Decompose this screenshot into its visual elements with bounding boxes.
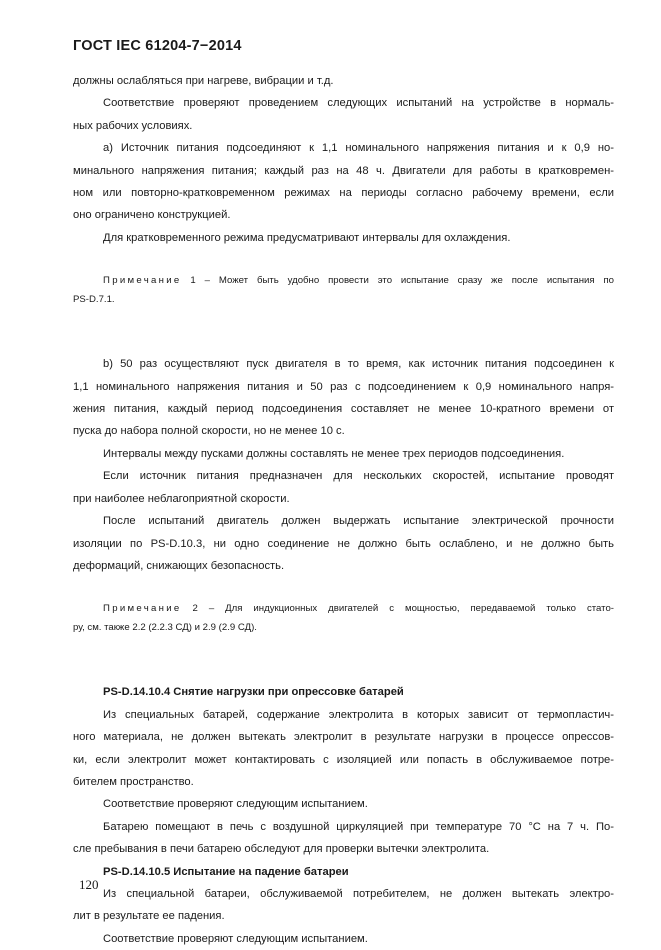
text-line — [73, 443, 614, 465]
line-text: ру, см. также 2.2 (2.2.3 СД) и 2.9 (2.9 СД). — [73, 622, 257, 634]
line-text: ном или повторно-кратковременном режимах на периоды согласно рабочему времени, если — [73, 187, 614, 200]
line-text: Из специальной батареи, обслуживаемой потребителем, не должен вытекать электро- — [103, 887, 614, 900]
note-label: Примечание — [103, 603, 182, 615]
line-text: ных рабочих условиях. — [73, 119, 193, 132]
note-label: Примечание — [103, 275, 182, 287]
text-line — [73, 398, 614, 420]
text-line — [73, 488, 614, 510]
text-line — [73, 771, 614, 793]
line-text: b) 50 раз осуществляют пуск двигателя в то время, как источник питания подсоединен к — [103, 358, 614, 371]
text-line — [73, 533, 614, 555]
section-heading — [73, 681, 614, 703]
text-line — [73, 420, 614, 442]
line-text: 1,1 номинального напряжения питания и 50 раз с подсоединением к 0,9 номинального напря- — [73, 380, 614, 393]
line-text: a) Источник питания подсоединяют к 1,1 номинального напряжения питания и к 0,9 но- — [103, 142, 614, 155]
paragraph-gap — [73, 331, 614, 353]
text-line — [73, 905, 614, 927]
text-line — [73, 726, 614, 748]
line-text: Соответствие проверяют следующим испытанием. — [103, 798, 368, 811]
text-line — [73, 816, 614, 838]
text-line — [73, 510, 614, 532]
text-line — [73, 928, 614, 950]
line-text: лит в результате ее падения. — [73, 910, 225, 923]
text-line — [73, 115, 614, 137]
paragraph-gap — [73, 249, 614, 271]
line-text: PS-D.14.10.4 Снятие нагрузки при опрессовке батарей — [103, 686, 404, 699]
line-text: при наиболее неблагоприятной скорости. — [73, 492, 290, 505]
paragraph-gap — [73, 659, 614, 681]
note-line — [73, 599, 614, 618]
page-number: 120 — [79, 877, 99, 892]
line-text: должны ослабляться при нагреве, вибрации и т.д. — [73, 75, 334, 87]
paragraph-gap — [73, 309, 614, 331]
text-line — [73, 883, 614, 905]
text-line — [73, 160, 614, 182]
note-line — [73, 618, 614, 637]
text-line — [73, 204, 614, 226]
line-text: оно ограничено конструкцией. — [73, 209, 231, 222]
note-line — [73, 271, 614, 290]
line-text: 1 – Может быть удобно провести это испытание сразу же после испытания по — [181, 275, 614, 287]
line-text: PS-D.7.1. — [73, 294, 115, 306]
paragraph-gap — [73, 577, 614, 599]
line-text: изоляции по PS-D.10.3, ни одно соединение не должно быть ослаблено, и не должно быть — [73, 537, 614, 550]
document-header: ГОСТ IEC 61204-7−2014 — [73, 38, 242, 54]
line-text: бителем пространство. — [73, 775, 194, 788]
line-text: жения питания, каждый период подсоединения составляет не менее 10-кратного времени от — [73, 403, 614, 416]
line-text: ки, если электролит может контактировать с изоляцией или попасть в обслуживаемое потре- — [73, 753, 614, 766]
text-line — [73, 137, 614, 159]
line-text: сле пребывания в печи батарею обследуют для проверки вытечки электролита. — [73, 843, 490, 856]
section-heading — [73, 861, 614, 883]
paragraph-gap — [73, 637, 614, 659]
text-line — [73, 92, 614, 114]
text-line — [73, 353, 614, 375]
line-text: минального напряжения питания; каждый раз на 48 ч. Двигатели для работы в кратковремен- — [73, 164, 614, 177]
text-line — [73, 838, 614, 860]
line-text: Интервалы между пусками должны составлять не менее трех периодов подсоединения. — [103, 447, 565, 460]
text-line — [73, 749, 614, 771]
line-text: 2 – Для индукционных двигателей с мощностью, передаваемой только стато- — [181, 603, 614, 615]
line-text: Соответствие проверяют следующим испытанием. — [103, 932, 368, 945]
line-text: Для кратковременного режима предусматривают интервалы для охлаждения. — [103, 231, 511, 244]
text-line — [73, 182, 614, 204]
line-text: После испытаний двигатель должен выдержать испытание электрической прочности — [103, 515, 614, 528]
text-line — [73, 555, 614, 577]
line-text: Из специальных батарей, содержание электролита в которых зависит от термопластич- — [103, 708, 614, 721]
line-text: ного материала, не должен вытекать электролит в результате нагрузки в процессе опрессов- — [73, 731, 614, 744]
text-line — [73, 793, 614, 815]
line-text: Батарею помещают в печь с воздушной циркуляцией при температуре 70 °С на 7 ч. По- — [103, 820, 614, 833]
document-body — [73, 70, 614, 950]
text-line — [73, 70, 614, 92]
note-line — [73, 290, 614, 309]
text-line — [73, 704, 614, 726]
line-text: Соответствие проверяют проведением следующих испытаний на устройстве в нормаль- — [103, 97, 614, 110]
text-line — [73, 465, 614, 487]
text-line — [73, 227, 614, 249]
line-text: пуска до набора полной скорости, но не менее 10 с. — [73, 425, 345, 438]
line-text: деформаций, снижающих безопасность. — [73, 559, 285, 572]
line-text: PS-D.14.10.5 Испытание на падение батареи — [103, 865, 349, 878]
text-line — [73, 376, 614, 398]
line-text: Если источник питания предназначен для нескольких скоростей, испытание проводят — [103, 470, 614, 483]
